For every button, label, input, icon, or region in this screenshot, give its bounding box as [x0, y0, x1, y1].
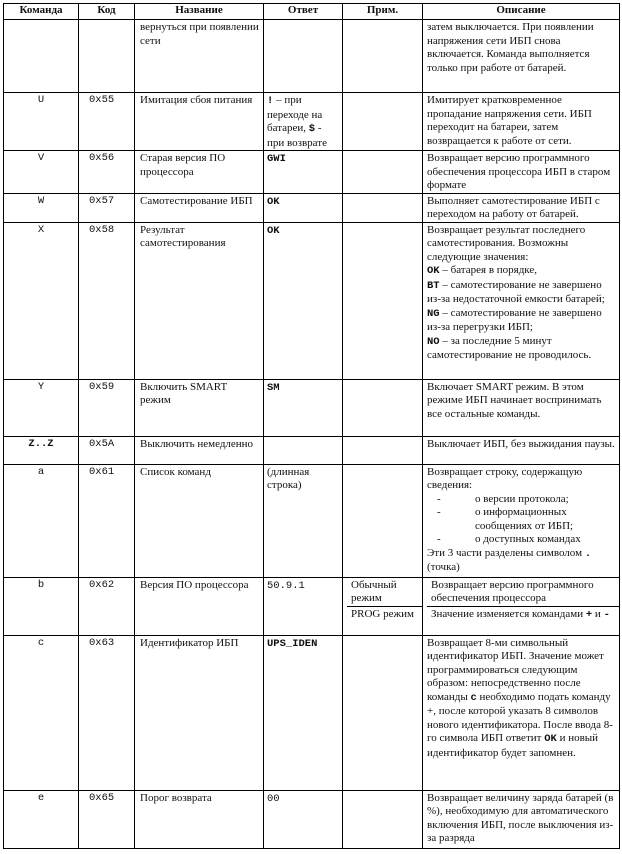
cell-description: [423, 222, 620, 379]
cell-command: V: [4, 151, 79, 194]
cell-code: 0x61: [79, 464, 135, 577]
result-item: [427, 307, 616, 335]
table-row: [4, 577, 620, 635]
document-page: [3, 3, 619, 849]
cell-reply: [264, 436, 343, 464]
cell-note: [343, 577, 423, 635]
cell-name: Выключить немедленно: [135, 436, 264, 464]
description-normal-mode: Возвращает версию программного обеспечения процессора: [427, 578, 619, 607]
cell-name: Идентификатор ИБП: [135, 635, 264, 790]
table-row: [4, 93, 620, 151]
description-intro: Возвращает строку, содержащую сведения:: [427, 465, 583, 491]
reply-text: – при переходе на батареи,: [267, 94, 323, 134]
cell-description: Включает SMART режим. В этом режиме ИБП начинает воспринимать все остальные команды.: [423, 379, 620, 436]
cell-note: [343, 635, 423, 790]
cell-reply: [264, 222, 343, 379]
cell-code: 0x59: [79, 379, 135, 436]
table-row: [4, 436, 620, 464]
cell-name: Список команд: [135, 464, 264, 577]
header-description: Описание: [423, 4, 620, 20]
cell-note: [343, 193, 423, 222]
cell-command: [4, 20, 79, 93]
cell-command: e: [4, 790, 79, 848]
header-command: Команда: [4, 4, 79, 20]
result-item: [427, 335, 616, 363]
cell-code: 0x62: [79, 577, 135, 635]
command-code: Z..Z: [28, 437, 54, 450]
reply-text: - при возврате: [267, 122, 327, 149]
result-code: NO: [427, 335, 440, 348]
cell-code: 0x58: [79, 222, 135, 379]
cell-description: Возвращает 8-ми символьный идентификатор ИБП. Значение может программироваться следующим образом: непосредственно после команды c необходимо подать команду +, после которой указать 8 символов нового идентификатора. После ввода 8-го символа ИБП ответит OK и новый идентификатор будет запомнен.: [423, 635, 620, 790]
header-note: Прим.: [343, 4, 423, 20]
cell-note: [343, 436, 423, 464]
result-text: – батарея в порядке,: [439, 264, 538, 276]
cell-reply: [264, 635, 343, 790]
cell-description: затем выключается. При появлении напряжения сети ИБП снова включается. Команда выполняется только при работе от батарей.: [423, 20, 620, 93]
cell-code: 0x56: [79, 151, 135, 194]
cell-code: 0x57: [79, 193, 135, 222]
reply-code: $: [308, 123, 316, 135]
cell-reply: [264, 20, 343, 93]
table-header-row: [4, 4, 620, 20]
reply-code: OK: [267, 224, 280, 237]
command-table: [3, 3, 620, 849]
cell-name: Порог возврата: [135, 790, 264, 848]
reply-code: UPS_IDEN: [267, 637, 318, 650]
cell-note: [343, 379, 423, 436]
cell-name: вернуться при появлении сети: [135, 20, 264, 93]
cell-reply: [264, 151, 343, 194]
reply-code: !: [267, 95, 274, 107]
cell-note: [343, 790, 423, 848]
cell-reply: [264, 379, 343, 436]
reply-code: GWI: [267, 153, 286, 165]
header-name: Название: [135, 4, 264, 20]
cell-name: Результат самотестирования: [135, 222, 264, 379]
cell-command: W: [4, 193, 79, 222]
result-text: – самотестирование не завершено из-за недостаточной емкости батарей;: [427, 278, 605, 305]
bullet-item: - о доступных командах: [427, 533, 616, 547]
cell-code: 0x63: [79, 635, 135, 790]
cell-name: Включить SMART режим: [135, 379, 264, 436]
cell-description: Имитирует кратковременное пропадание напряжения сети. ИБП переходит на батареи, затем возвращается к работе от сети.: [423, 93, 620, 151]
reply-code: OK: [267, 195, 280, 208]
cell-description: Возвращает версию программного обеспечения процессора ИБП в старом формате: [423, 151, 620, 194]
table-row: [4, 464, 620, 577]
reply-code: SM: [267, 381, 280, 394]
cell-note: [343, 464, 423, 577]
separator-symbol: .: [584, 547, 592, 560]
cell-note: [343, 151, 423, 194]
command-code: c: [470, 691, 477, 704]
result-text: – самотестирование не завершено из-за перегрузки ИБП;: [427, 306, 602, 333]
table-row: [4, 222, 620, 379]
cell-command: a: [4, 464, 79, 577]
table-row: [4, 193, 620, 222]
description-outro: Эти 3 части разделены символом . (точка): [427, 546, 592, 573]
bullet-item: - о версии протокола;: [427, 493, 616, 507]
description-intro: Возвращает результат последнего самотестирования. Возможны следующие значения:: [427, 223, 586, 263]
cell-description: Выполняет самотестирование ИБП с переходом на работу от батарей.: [423, 193, 620, 222]
cell-note: [343, 93, 423, 151]
cell-note: [343, 222, 423, 379]
cell-reply: [264, 790, 343, 848]
reply-code: 00: [267, 792, 280, 805]
cell-code: [79, 20, 135, 93]
result-item: [427, 279, 616, 307]
cell-code: 0x65: [79, 790, 135, 848]
cell-code: 0x5A: [79, 436, 135, 464]
cell-command: b: [4, 577, 79, 635]
cell-description: Выключает ИБП, без выжидания паузы.: [423, 436, 620, 464]
table-row: [4, 379, 620, 436]
cell-command: U: [4, 93, 79, 151]
reply-code: OK: [544, 733, 557, 745]
result-text: – за последние 5 минут самотестирование не проводилось.: [427, 334, 592, 361]
header-code: Код: [79, 4, 135, 20]
cell-code: 0x55: [79, 93, 135, 151]
cell-command: c: [4, 635, 79, 790]
cell-name: Старая версия ПО процессора: [135, 151, 264, 194]
cell-description: [423, 464, 620, 577]
table-row: [4, 635, 620, 790]
table-row: [4, 151, 620, 194]
table-row: [4, 790, 620, 848]
cell-command: Y: [4, 379, 79, 436]
bullet-item: - о информационных сообщениях от ИБП;: [427, 506, 616, 533]
cell-description: Возвращает величину заряда батарей (в %), необходимую для автоматического включения ИБП, после выключения из-за разряда: [423, 790, 620, 848]
result-code: OK: [427, 265, 440, 277]
cell-command: X: [4, 222, 79, 379]
result-item: [427, 264, 616, 279]
note-normal-mode: Обычный режим: [347, 578, 422, 607]
result-code: BT: [427, 279, 440, 292]
cell-reply: [264, 577, 343, 635]
cell-reply: [264, 93, 343, 151]
table-row: [4, 20, 620, 93]
note-prog-mode: PROG режим: [351, 607, 414, 620]
cell-reply: (длинная строка): [264, 464, 343, 577]
cell-command: [4, 436, 79, 464]
header-reply: Ответ: [264, 4, 343, 20]
cell-reply: [264, 193, 343, 222]
cell-name: Самотестирование ИБП: [135, 193, 264, 222]
reply-code: 50.9.1: [267, 579, 305, 592]
result-code: NG: [427, 307, 440, 320]
description-prog-mode: Значение изменяется командами + и -: [431, 607, 610, 621]
cell-note: [343, 20, 423, 93]
cell-name: Версия ПО процессора: [135, 577, 264, 635]
cell-name: Имитация сбоя питания: [135, 93, 264, 151]
cell-description: [423, 577, 620, 635]
